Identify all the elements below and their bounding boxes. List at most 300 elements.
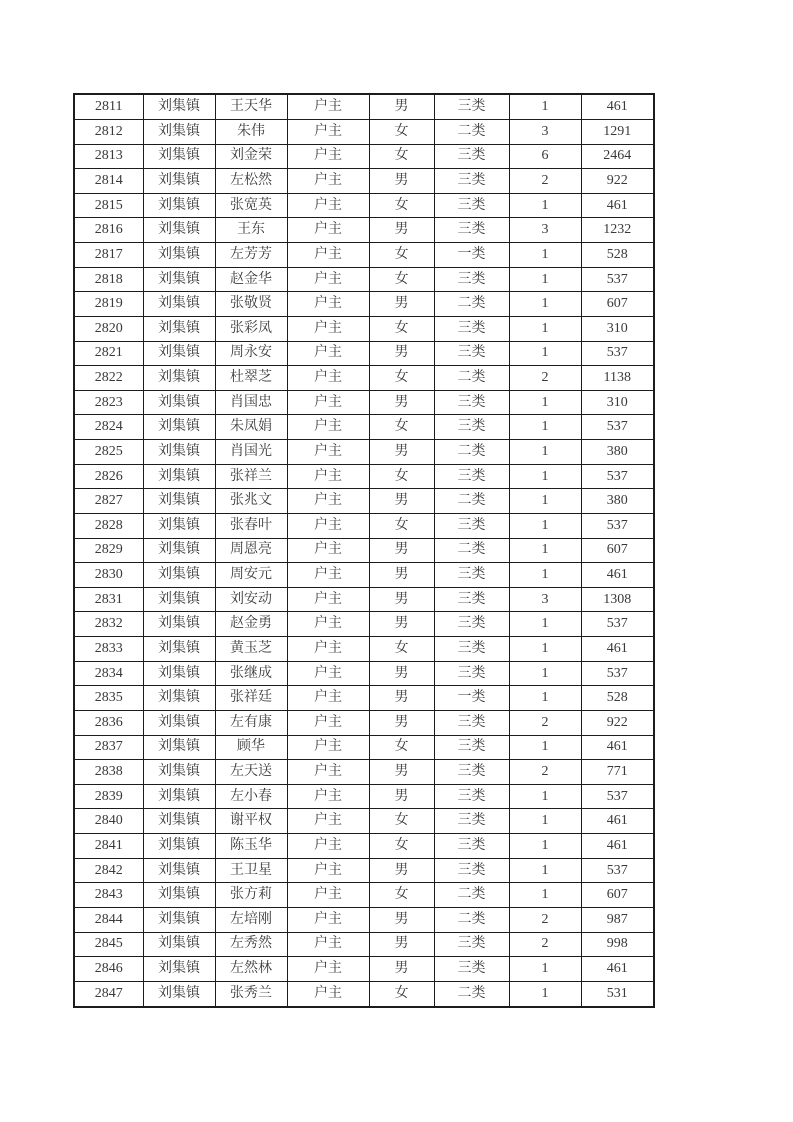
table-cell-amount: 461 <box>581 94 654 119</box>
table-cell-person-name: 左天送 <box>215 760 287 785</box>
table-row <box>74 710 654 735</box>
table-cell-person-name: 黄玉芝 <box>215 637 287 662</box>
table-cell-relation: 户主 <box>287 440 369 465</box>
table-cell-amount: 537 <box>581 784 654 809</box>
table-cell-count: 1 <box>509 341 581 366</box>
table-cell-serial-number: 2816 <box>74 218 143 243</box>
table-cell-category: 一类 <box>434 243 509 268</box>
table-cell-category: 三类 <box>434 144 509 169</box>
table-cell-amount: 380 <box>581 440 654 465</box>
table-cell-gender: 女 <box>369 415 434 440</box>
table-cell-category: 三类 <box>434 735 509 760</box>
table-cell-count: 2 <box>509 710 581 735</box>
table-cell-person-name: 左然林 <box>215 957 287 982</box>
table-cell-town: 刘集镇 <box>143 415 215 440</box>
table-cell-person-name: 左芳芳 <box>215 243 287 268</box>
table-row <box>74 218 654 243</box>
table-cell-person-name: 张彩凤 <box>215 316 287 341</box>
table-cell-serial-number: 2815 <box>74 193 143 218</box>
table-cell-serial-number: 2819 <box>74 292 143 317</box>
table-cell-amount: 461 <box>581 834 654 859</box>
table-cell-person-name: 王东 <box>215 218 287 243</box>
table-row <box>74 587 654 612</box>
table-cell-serial-number: 2836 <box>74 710 143 735</box>
table-cell-town: 刘集镇 <box>143 858 215 883</box>
table-cell-count: 6 <box>509 144 581 169</box>
table-cell-gender: 男 <box>369 907 434 932</box>
table-cell-town: 刘集镇 <box>143 981 215 1007</box>
table-cell-count: 1 <box>509 834 581 859</box>
table-cell-category: 二类 <box>434 907 509 932</box>
table-cell-gender: 男 <box>369 587 434 612</box>
table-cell-gender: 女 <box>369 809 434 834</box>
table-cell-category: 三类 <box>434 661 509 686</box>
table-cell-category: 三类 <box>434 193 509 218</box>
table-cell-count: 1 <box>509 957 581 982</box>
table-cell-serial-number: 2827 <box>74 489 143 514</box>
table-cell-serial-number: 2842 <box>74 858 143 883</box>
table-cell-category: 三类 <box>434 587 509 612</box>
table-cell-person-name: 张秀兰 <box>215 981 287 1007</box>
table-cell-count: 1 <box>509 489 581 514</box>
table-row <box>74 932 654 957</box>
table-cell-count: 1 <box>509 243 581 268</box>
table-cell-person-name: 顾华 <box>215 735 287 760</box>
table-row <box>74 489 654 514</box>
table-cell-person-name: 张春叶 <box>215 513 287 538</box>
table-cell-serial-number: 2830 <box>74 563 143 588</box>
table-cell-person-name: 陈玉华 <box>215 834 287 859</box>
table-cell-category: 三类 <box>434 957 509 982</box>
table-cell-gender: 男 <box>369 292 434 317</box>
table-cell-relation: 户主 <box>287 390 369 415</box>
table-cell-town: 刘集镇 <box>143 144 215 169</box>
table-cell-category: 三类 <box>434 563 509 588</box>
table-row <box>74 858 654 883</box>
table-cell-town: 刘集镇 <box>143 907 215 932</box>
table-cell-count: 1 <box>509 390 581 415</box>
table-cell-relation: 户主 <box>287 883 369 908</box>
table-cell-person-name: 肖国忠 <box>215 390 287 415</box>
table-cell-count: 1 <box>509 292 581 317</box>
table-cell-town: 刘集镇 <box>143 612 215 637</box>
table-cell-count: 1 <box>509 415 581 440</box>
table-cell-gender: 男 <box>369 710 434 735</box>
table-cell-town: 刘集镇 <box>143 366 215 391</box>
table-cell-amount: 922 <box>581 169 654 194</box>
table-cell-person-name: 王卫星 <box>215 858 287 883</box>
table-cell-gender: 女 <box>369 981 434 1007</box>
table-cell-relation: 户主 <box>287 637 369 662</box>
table-cell-gender: 女 <box>369 834 434 859</box>
table-cell-amount: 771 <box>581 760 654 785</box>
table-cell-serial-number: 2825 <box>74 440 143 465</box>
table-cell-count: 1 <box>509 981 581 1007</box>
table-cell-serial-number: 2821 <box>74 341 143 366</box>
table-cell-person-name: 周恩亮 <box>215 538 287 563</box>
table-cell-serial-number: 2818 <box>74 267 143 292</box>
table-cell-person-name: 张兆文 <box>215 489 287 514</box>
table-cell-category: 二类 <box>434 538 509 563</box>
table-row <box>74 612 654 637</box>
table-cell-relation: 户主 <box>287 710 369 735</box>
table-cell-gender: 男 <box>369 440 434 465</box>
table-cell-town: 刘集镇 <box>143 464 215 489</box>
table-cell-town: 刘集镇 <box>143 710 215 735</box>
table-cell-category: 二类 <box>434 292 509 317</box>
table-cell-gender: 男 <box>369 341 434 366</box>
table-row <box>74 661 654 686</box>
table-cell-relation: 户主 <box>287 834 369 859</box>
table-cell-relation: 户主 <box>287 243 369 268</box>
table-cell-category: 三类 <box>434 218 509 243</box>
table-cell-serial-number: 2837 <box>74 735 143 760</box>
table-cell-amount: 1308 <box>581 587 654 612</box>
table-cell-gender: 男 <box>369 760 434 785</box>
table-cell-count: 3 <box>509 587 581 612</box>
table-cell-count: 3 <box>509 119 581 144</box>
table-row <box>74 440 654 465</box>
table-cell-person-name: 张敬贤 <box>215 292 287 317</box>
table-cell-town: 刘集镇 <box>143 587 215 612</box>
table-cell-gender: 女 <box>369 144 434 169</box>
table-row <box>74 735 654 760</box>
table-cell-town: 刘集镇 <box>143 489 215 514</box>
table-body <box>74 94 654 1007</box>
table-cell-town: 刘集镇 <box>143 267 215 292</box>
table-cell-relation: 户主 <box>287 686 369 711</box>
table-cell-relation: 户主 <box>287 464 369 489</box>
table-cell-town: 刘集镇 <box>143 119 215 144</box>
table-cell-count: 1 <box>509 686 581 711</box>
table-cell-serial-number: 2847 <box>74 981 143 1007</box>
table-cell-serial-number: 2846 <box>74 957 143 982</box>
table-cell-serial-number: 2812 <box>74 119 143 144</box>
table-cell-relation: 户主 <box>287 981 369 1007</box>
table-cell-count: 1 <box>509 637 581 662</box>
table-cell-relation: 户主 <box>287 907 369 932</box>
table-cell-relation: 户主 <box>287 341 369 366</box>
table-cell-count: 2 <box>509 907 581 932</box>
table-row <box>74 292 654 317</box>
table-cell-amount: 922 <box>581 710 654 735</box>
table-cell-town: 刘集镇 <box>143 563 215 588</box>
table-cell-serial-number: 2844 <box>74 907 143 932</box>
table-cell-relation: 户主 <box>287 858 369 883</box>
table-cell-amount: 461 <box>581 957 654 982</box>
table-cell-gender: 女 <box>369 119 434 144</box>
table-cell-person-name: 刘金荣 <box>215 144 287 169</box>
table-cell-relation: 户主 <box>287 587 369 612</box>
table-cell-amount: 537 <box>581 267 654 292</box>
table-cell-amount: 537 <box>581 415 654 440</box>
table-cell-relation: 户主 <box>287 144 369 169</box>
table-cell-category: 三类 <box>434 169 509 194</box>
table-row <box>74 169 654 194</box>
table-cell-gender: 男 <box>369 489 434 514</box>
table-cell-amount: 310 <box>581 316 654 341</box>
table-cell-person-name: 周永安 <box>215 341 287 366</box>
table-cell-category: 三类 <box>434 390 509 415</box>
table-cell-gender: 男 <box>369 957 434 982</box>
table-row <box>74 981 654 1007</box>
table-cell-amount: 1291 <box>581 119 654 144</box>
table-cell-serial-number: 2811 <box>74 94 143 119</box>
table-cell-town: 刘集镇 <box>143 292 215 317</box>
table-cell-person-name: 周安元 <box>215 563 287 588</box>
table-cell-person-name: 左松然 <box>215 169 287 194</box>
table-row <box>74 144 654 169</box>
table-cell-relation: 户主 <box>287 809 369 834</box>
table-cell-gender: 女 <box>369 464 434 489</box>
table-cell-town: 刘集镇 <box>143 686 215 711</box>
table-cell-count: 1 <box>509 735 581 760</box>
table-cell-gender: 女 <box>369 513 434 538</box>
table-cell-relation: 户主 <box>287 218 369 243</box>
table-row <box>74 243 654 268</box>
table-cell-serial-number: 2828 <box>74 513 143 538</box>
table-cell-amount: 528 <box>581 243 654 268</box>
table-cell-town: 刘集镇 <box>143 784 215 809</box>
table-row <box>74 341 654 366</box>
table-cell-town: 刘集镇 <box>143 661 215 686</box>
table-cell-serial-number: 2826 <box>74 464 143 489</box>
table-cell-category: 三类 <box>434 464 509 489</box>
table-cell-category: 二类 <box>434 883 509 908</box>
table-row <box>74 513 654 538</box>
table-cell-amount: 537 <box>581 858 654 883</box>
table-cell-town: 刘集镇 <box>143 513 215 538</box>
table-row <box>74 316 654 341</box>
table-cell-serial-number: 2832 <box>74 612 143 637</box>
table-cell-amount: 461 <box>581 637 654 662</box>
table-cell-relation: 户主 <box>287 661 369 686</box>
table-cell-town: 刘集镇 <box>143 341 215 366</box>
table-cell-person-name: 刘安动 <box>215 587 287 612</box>
table-cell-person-name: 朱伟 <box>215 119 287 144</box>
table-cell-person-name: 赵金勇 <box>215 612 287 637</box>
table-cell-count: 1 <box>509 883 581 908</box>
table-cell-category: 一类 <box>434 686 509 711</box>
table-cell-gender: 男 <box>369 169 434 194</box>
table-cell-gender: 女 <box>369 735 434 760</box>
table-cell-relation: 户主 <box>287 193 369 218</box>
table-cell-category: 三类 <box>434 637 509 662</box>
table-cell-town: 刘集镇 <box>143 760 215 785</box>
table-cell-count: 1 <box>509 538 581 563</box>
table-cell-serial-number: 2820 <box>74 316 143 341</box>
table-row <box>74 760 654 785</box>
table-cell-count: 1 <box>509 464 581 489</box>
table-cell-person-name: 左培刚 <box>215 907 287 932</box>
table-cell-serial-number: 2824 <box>74 415 143 440</box>
table-cell-relation: 户主 <box>287 563 369 588</box>
table-cell-relation: 户主 <box>287 366 369 391</box>
table-cell-amount: 310 <box>581 390 654 415</box>
table-cell-town: 刘集镇 <box>143 834 215 859</box>
table-cell-category: 三类 <box>434 341 509 366</box>
table-row <box>74 464 654 489</box>
table-cell-serial-number: 2839 <box>74 784 143 809</box>
table-cell-town: 刘集镇 <box>143 94 215 119</box>
table-cell-gender: 男 <box>369 858 434 883</box>
table-row <box>74 267 654 292</box>
table-cell-category: 三类 <box>434 94 509 119</box>
table-row <box>74 883 654 908</box>
table-cell-town: 刘集镇 <box>143 538 215 563</box>
table-cell-amount: 987 <box>581 907 654 932</box>
table-cell-town: 刘集镇 <box>143 957 215 982</box>
table-cell-category: 三类 <box>434 316 509 341</box>
table-cell-count: 1 <box>509 513 581 538</box>
table-cell-gender: 男 <box>369 563 434 588</box>
table-cell-person-name: 肖国光 <box>215 440 287 465</box>
table-row <box>74 784 654 809</box>
table-cell-relation: 户主 <box>287 735 369 760</box>
table-cell-amount: 461 <box>581 809 654 834</box>
table-cell-town: 刘集镇 <box>143 637 215 662</box>
table-cell-serial-number: 2829 <box>74 538 143 563</box>
table-cell-count: 2 <box>509 760 581 785</box>
table-cell-relation: 户主 <box>287 489 369 514</box>
table-cell-count: 1 <box>509 563 581 588</box>
table-cell-serial-number: 2814 <box>74 169 143 194</box>
table-cell-gender: 女 <box>369 193 434 218</box>
table-row <box>74 366 654 391</box>
table-cell-count: 2 <box>509 932 581 957</box>
table-cell-gender: 男 <box>369 538 434 563</box>
table-cell-person-name: 杜翠芝 <box>215 366 287 391</box>
table-cell-gender: 女 <box>369 366 434 391</box>
table-cell-category: 二类 <box>434 366 509 391</box>
table-cell-category: 三类 <box>434 858 509 883</box>
table-cell-person-name: 朱凤娟 <box>215 415 287 440</box>
table-cell-count: 1 <box>509 809 581 834</box>
table-cell-relation: 户主 <box>287 513 369 538</box>
table-cell-town: 刘集镇 <box>143 316 215 341</box>
table-cell-town: 刘集镇 <box>143 809 215 834</box>
table-cell-town: 刘集镇 <box>143 932 215 957</box>
table-cell-gender: 女 <box>369 243 434 268</box>
table-cell-category: 二类 <box>434 981 509 1007</box>
table-cell-amount: 2464 <box>581 144 654 169</box>
table-cell-serial-number: 2822 <box>74 366 143 391</box>
table-cell-serial-number: 2823 <box>74 390 143 415</box>
table-cell-category: 三类 <box>434 513 509 538</box>
table-cell-serial-number: 2817 <box>74 243 143 268</box>
table-cell-count: 1 <box>509 193 581 218</box>
table-cell-category: 三类 <box>434 932 509 957</box>
table-cell-amount: 528 <box>581 686 654 711</box>
table-row <box>74 686 654 711</box>
table-cell-category: 二类 <box>434 440 509 465</box>
table-cell-amount: 380 <box>581 489 654 514</box>
table-row <box>74 193 654 218</box>
table-row <box>74 809 654 834</box>
table-cell-category: 三类 <box>434 784 509 809</box>
table-cell-gender: 男 <box>369 686 434 711</box>
table-cell-amount: 1232 <box>581 218 654 243</box>
table-cell-relation: 户主 <box>287 169 369 194</box>
table-cell-town: 刘集镇 <box>143 169 215 194</box>
table-cell-gender: 男 <box>369 932 434 957</box>
table-cell-town: 刘集镇 <box>143 193 215 218</box>
table-row <box>74 834 654 859</box>
table-cell-town: 刘集镇 <box>143 440 215 465</box>
table-cell-category: 二类 <box>434 119 509 144</box>
table-cell-gender: 女 <box>369 267 434 292</box>
table-cell-count: 1 <box>509 94 581 119</box>
table-cell-relation: 户主 <box>287 538 369 563</box>
table-cell-count: 2 <box>509 169 581 194</box>
table-cell-relation: 户主 <box>287 957 369 982</box>
table-cell-person-name: 张继成 <box>215 661 287 686</box>
table-cell-person-name: 张宽英 <box>215 193 287 218</box>
table-cell-gender: 女 <box>369 883 434 908</box>
table-cell-count: 3 <box>509 218 581 243</box>
table-cell-amount: 461 <box>581 735 654 760</box>
table-cell-amount: 537 <box>581 612 654 637</box>
table-cell-person-name: 左有康 <box>215 710 287 735</box>
table-cell-person-name: 张方莉 <box>215 883 287 908</box>
table-cell-relation: 户主 <box>287 119 369 144</box>
table-cell-amount: 607 <box>581 883 654 908</box>
table-row <box>74 907 654 932</box>
table-cell-count: 1 <box>509 858 581 883</box>
table-cell-serial-number: 2813 <box>74 144 143 169</box>
table-cell-relation: 户主 <box>287 292 369 317</box>
household-subsidy-table <box>73 93 655 1008</box>
table-cell-person-name: 王天华 <box>215 94 287 119</box>
table-cell-person-name: 张祥兰 <box>215 464 287 489</box>
table-cell-amount: 531 <box>581 981 654 1007</box>
table-cell-relation: 户主 <box>287 784 369 809</box>
table-cell-serial-number: 2845 <box>74 932 143 957</box>
table-cell-amount: 461 <box>581 563 654 588</box>
table-cell-amount: 537 <box>581 513 654 538</box>
table-cell-amount: 998 <box>581 932 654 957</box>
table-cell-person-name: 谢平权 <box>215 809 287 834</box>
table-cell-person-name: 左秀然 <box>215 932 287 957</box>
table-cell-gender: 女 <box>369 637 434 662</box>
table-cell-amount: 537 <box>581 464 654 489</box>
table-row <box>74 119 654 144</box>
table-row <box>74 957 654 982</box>
table-row <box>74 415 654 440</box>
table-row <box>74 538 654 563</box>
table-cell-relation: 户主 <box>287 612 369 637</box>
table-cell-town: 刘集镇 <box>143 243 215 268</box>
table-row <box>74 637 654 662</box>
table-cell-relation: 户主 <box>287 760 369 785</box>
table-cell-relation: 户主 <box>287 316 369 341</box>
table-cell-relation: 户主 <box>287 94 369 119</box>
table-cell-gender: 男 <box>369 218 434 243</box>
table-cell-category: 三类 <box>434 267 509 292</box>
table-cell-category: 三类 <box>434 415 509 440</box>
table-cell-category: 三类 <box>434 710 509 735</box>
table-cell-gender: 女 <box>369 316 434 341</box>
table-cell-gender: 男 <box>369 612 434 637</box>
table-cell-serial-number: 2838 <box>74 760 143 785</box>
table-cell-amount: 607 <box>581 538 654 563</box>
table-cell-gender: 男 <box>369 661 434 686</box>
table-cell-serial-number: 2833 <box>74 637 143 662</box>
table-cell-serial-number: 2841 <box>74 834 143 859</box>
table-cell-category: 三类 <box>434 809 509 834</box>
table-cell-amount: 537 <box>581 661 654 686</box>
table-cell-amount: 537 <box>581 341 654 366</box>
